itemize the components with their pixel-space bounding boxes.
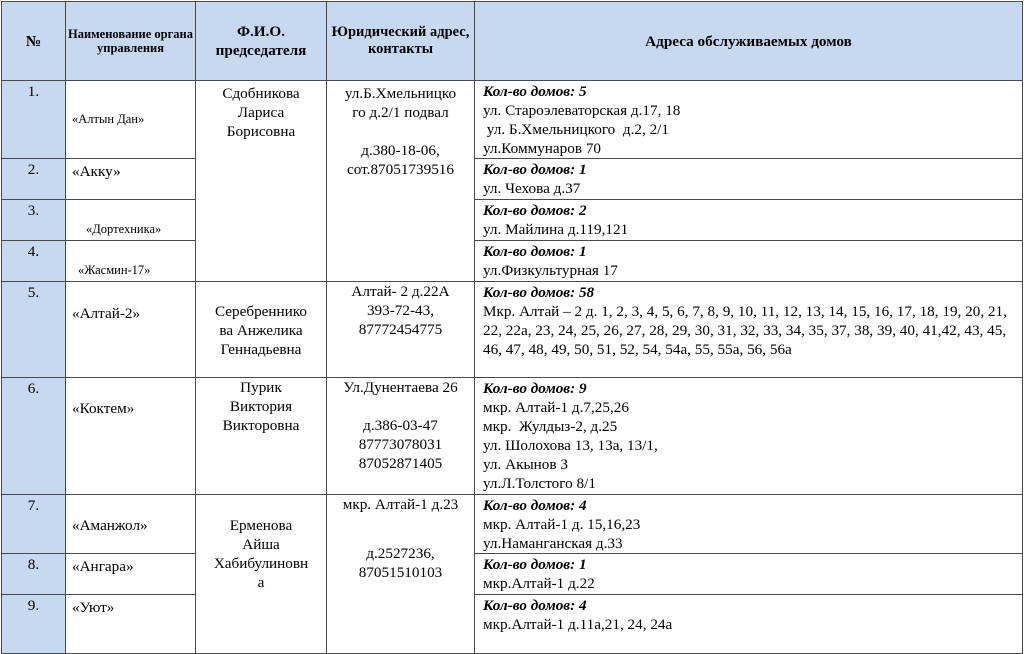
address-line: ул.Л.Толстого 8/1: [483, 475, 596, 492]
houses-cell: [475, 241, 1023, 282]
table-row: [2, 595, 1023, 654]
org-name: «Жасмин-17»: [66, 241, 196, 282]
table-row: [2, 200, 1023, 241]
table-row: [2, 378, 1023, 495]
address-line: Ул.Дунентаева 26: [343, 379, 458, 396]
row-num: 8.: [2, 554, 66, 595]
contacts: [327, 495, 475, 654]
chair-name: [196, 282, 327, 378]
address-text: Мкр. Алтай – 2 д. 1, 2, 3, 4, 5, 6, 7, 8, 9, 10, 11, 12, 13, 14, 15, 16, 17, 18, 19, 20, 21, 22, 22а, 23, 24, 25, 26, 27, 28, 29, 30, 31, 32, 33, 34, 35, 37, 38, 39, 40, 41,42, 43, 45, 46, 47, 48, 49, 50, 51, 52, 54, 54а, 55, 55а, 56, 56а: [483, 303, 1007, 358]
row-num: 7.: [2, 495, 66, 554]
house-count: Кол-во домов: 9: [483, 380, 587, 397]
row-num: 3.: [2, 200, 66, 241]
phone-line: 87772454775: [358, 321, 443, 338]
address-line: ул.Коммунаров 70: [483, 140, 602, 157]
address-line: ул. Б.Хмельницкого д.2, 2/1: [483, 121, 669, 138]
house-count: Кол-во домов: 1: [483, 161, 587, 178]
address-line: Алтай- 2 д.22А: [351, 283, 450, 300]
chair-line: Лариса: [237, 104, 285, 121]
header-houses: Адреса обслуживаемых домов: [475, 2, 1023, 81]
phone-line: 87051510103: [358, 564, 443, 581]
houses-cell: [475, 200, 1023, 241]
row-num: 1.: [2, 81, 66, 159]
address-line: мкр. Алтай-1 д.7,25,26: [483, 399, 629, 416]
address-line: го д.2/1 подвал: [352, 104, 449, 121]
table-row: [2, 241, 1023, 282]
house-count: Кол-во домов: 5: [483, 83, 587, 100]
header-chair: Ф.И.О. председателя: [196, 2, 327, 81]
address-line: мкр.Алтай-1 д.22: [483, 575, 595, 592]
address-line: мкр. Алтай-1 д.23: [342, 496, 459, 513]
house-count: Кол-во домов: 4: [483, 497, 587, 514]
address-line: ул. Чехова д.37: [483, 180, 581, 197]
chair-line: Виктория: [229, 398, 293, 415]
row-num: 6.: [2, 378, 66, 495]
org-name: «Ангара»: [66, 554, 196, 595]
chair-name: [196, 378, 327, 495]
address-line: ул. Акынов 3: [483, 456, 568, 473]
chair-line: Сдобникова: [222, 85, 300, 102]
houses-cell: [475, 378, 1023, 495]
table-row: [2, 282, 1023, 378]
houses-table: [1, 1, 1023, 654]
address-line: ул.Наманганская д.33: [483, 535, 623, 552]
table-row: [2, 554, 1023, 595]
header-org: Наименование органа управления: [66, 2, 196, 81]
row-num: 2.: [2, 159, 66, 200]
chair-line: Геннадьевна: [220, 341, 302, 358]
address-line: ул. Староэлеваторская д.17, 18: [483, 102, 681, 119]
org-name: «Акку»: [66, 159, 196, 200]
houses-cell: [475, 159, 1023, 200]
table-row: [2, 81, 1023, 159]
house-count: Кол-во домов: 1: [483, 556, 587, 573]
contacts: [327, 81, 475, 282]
chair-name: [196, 495, 327, 654]
chair-line: Викторовна: [222, 417, 300, 434]
houses-cell: [475, 554, 1023, 595]
chair-name: [196, 81, 327, 282]
row-num: 5.: [2, 282, 66, 378]
header-num: №: [2, 2, 66, 81]
org-name: «Аманжол»: [66, 495, 196, 554]
address-line: мкр. Жулдыз-2, д.25: [483, 418, 618, 435]
phone-line: д.380-18-06,: [361, 142, 440, 159]
chair-line: Ерменова: [229, 517, 293, 534]
address-line: ул.Физкультурная 17: [483, 262, 618, 279]
phone-line: сот.87051739516: [347, 161, 454, 178]
house-count: Кол-во домов: 2: [483, 202, 587, 219]
chair-line: Пурик: [240, 379, 282, 396]
chair-line: а: [257, 574, 265, 591]
address-line: мкр.Алтай-1 д.11а,21, 24, 24а: [483, 616, 673, 633]
table-row: [2, 159, 1023, 200]
org-name: «Уют»: [66, 595, 196, 654]
org-name: «Алтын Дан»: [66, 81, 196, 159]
house-count: Кол-во домов: 4: [483, 597, 587, 614]
houses-cell: [475, 81, 1023, 159]
phone-line: 393-72-43,: [366, 302, 435, 319]
org-name: «Коктем»: [66, 378, 196, 495]
address-line: мкр. Алтай-1 д. 15,16,23: [483, 516, 641, 533]
houses-cell: [475, 495, 1023, 554]
chair-line: Айша: [242, 536, 280, 553]
contacts: [327, 378, 475, 495]
phone-line: д.386-03-47: [363, 417, 438, 434]
address-line: ул.Б.Хмельницко: [344, 85, 457, 102]
phone-line: 87052871405: [358, 455, 443, 472]
row-num: 4.: [2, 241, 66, 282]
phone-line: 87773078031: [358, 436, 443, 453]
chair-line: Хабибулиновн: [213, 555, 309, 572]
phone-line: д.2527236,: [366, 545, 435, 562]
address-line: ул. Шолохова 13, 13а, 13/1,: [483, 437, 658, 454]
houses-cell: [475, 282, 1023, 378]
chair-line: ва Анжелика: [219, 322, 303, 339]
house-count: Кол-во домов: 1: [483, 243, 587, 260]
houses-cell: [475, 595, 1023, 654]
org-name: «Дортехника»: [66, 200, 196, 241]
row-num: 9.: [2, 595, 66, 654]
chair-line: Серебреннико: [214, 303, 308, 320]
house-count: Кол-во домов: 58: [483, 284, 595, 301]
table-header-row: [2, 2, 1023, 81]
contacts: [327, 282, 475, 378]
address-line: ул. Майлина д.119,121: [483, 221, 629, 238]
header-address: Юридический адрес, контакты: [327, 2, 475, 81]
org-name: «Алтай-2»: [66, 282, 196, 378]
table-row: [2, 495, 1023, 554]
chair-line: Борисовна: [226, 123, 296, 140]
